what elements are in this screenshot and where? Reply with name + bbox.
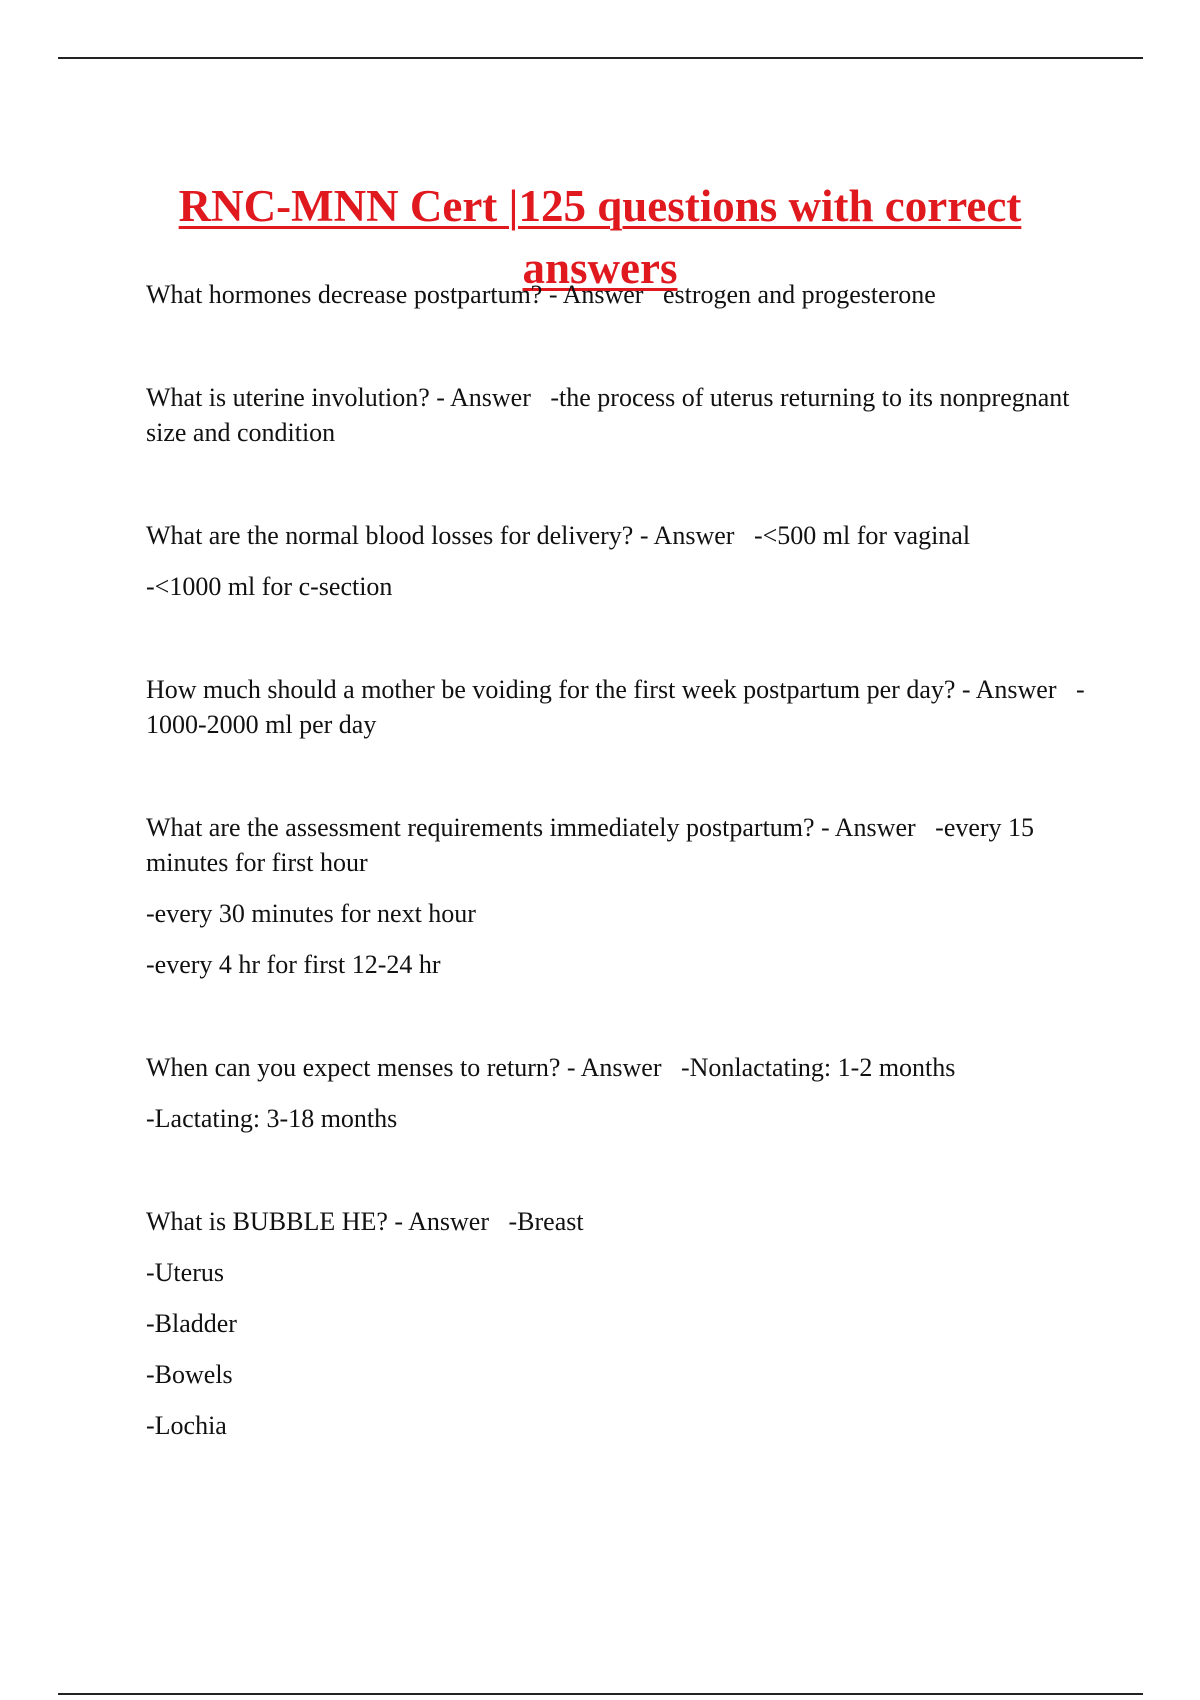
answer-line: -Lochia: [146, 1411, 227, 1440]
header-rule: [58, 57, 1143, 59]
qa-list: [146, 277, 1106, 1511]
answer-text: -every 15 minutes for first hour: [146, 813, 1035, 877]
qa-item: [146, 672, 1106, 742]
answer-text: -the process of uterus returning to its nonpregnant size and condition: [146, 383, 1070, 447]
question-text: What are the normal blood losses for delivery? - Answer: [146, 521, 735, 550]
qa-item: [146, 1050, 1106, 1136]
page-title-line-2: answers: [522, 243, 678, 294]
question-text: What is BUBBLE HE? - Answer: [146, 1207, 490, 1236]
answer-line: -<1000 ml for c-section: [146, 572, 393, 601]
question-text: How much should a mother be voiding for the first week postpartum per day? - Answer: [146, 675, 1057, 704]
answer-line: -every 4 hr for first 12-24 hr: [146, 950, 441, 979]
question-text: When can you expect menses to return? - Answer: [146, 1053, 662, 1082]
qa-item: [146, 277, 1106, 312]
answer-line: -every 30 minutes for next hour: [146, 899, 476, 928]
qa-first-line: [146, 1050, 1106, 1085]
qa-first-line: [146, 1204, 1106, 1239]
question-text: What is uterine involution? - Answer: [146, 383, 531, 412]
qa-item: [146, 518, 1106, 604]
answer-text: estrogen and progesterone: [662, 280, 936, 309]
question-text: What are the assessment requirements immediately postpartum? - Answer: [146, 813, 916, 842]
answer-text: -<500 ml for vaginal: [753, 521, 971, 550]
qa-first-line: [146, 380, 1106, 450]
qa-first-line: [146, 277, 1106, 312]
answer-line: -Bowels: [146, 1360, 233, 1389]
answer-text: -Nonlactating: 1-2 months: [680, 1053, 956, 1082]
answer-line: -Uterus: [146, 1258, 224, 1287]
qa-first-line: [146, 810, 1106, 880]
answer-line: -Bladder: [146, 1309, 237, 1338]
qa-item: [146, 810, 1106, 982]
answer-text: - 1000-2000 ml per day: [146, 675, 1085, 739]
qa-item: [146, 1204, 1106, 1443]
qa-first-line: [146, 518, 1106, 553]
answer-text: -Breast: [508, 1207, 584, 1236]
page-title-line-1: RNC-MNN Cert |125 questions with correct: [178, 181, 1022, 232]
footer-rule: [58, 1693, 1143, 1695]
answer-line: -Lactating: 3-18 months: [146, 1104, 398, 1133]
qa-item: [146, 380, 1106, 450]
question-text: What hormones decrease postpartum? - Answer: [146, 280, 644, 309]
qa-first-line: [146, 672, 1106, 742]
